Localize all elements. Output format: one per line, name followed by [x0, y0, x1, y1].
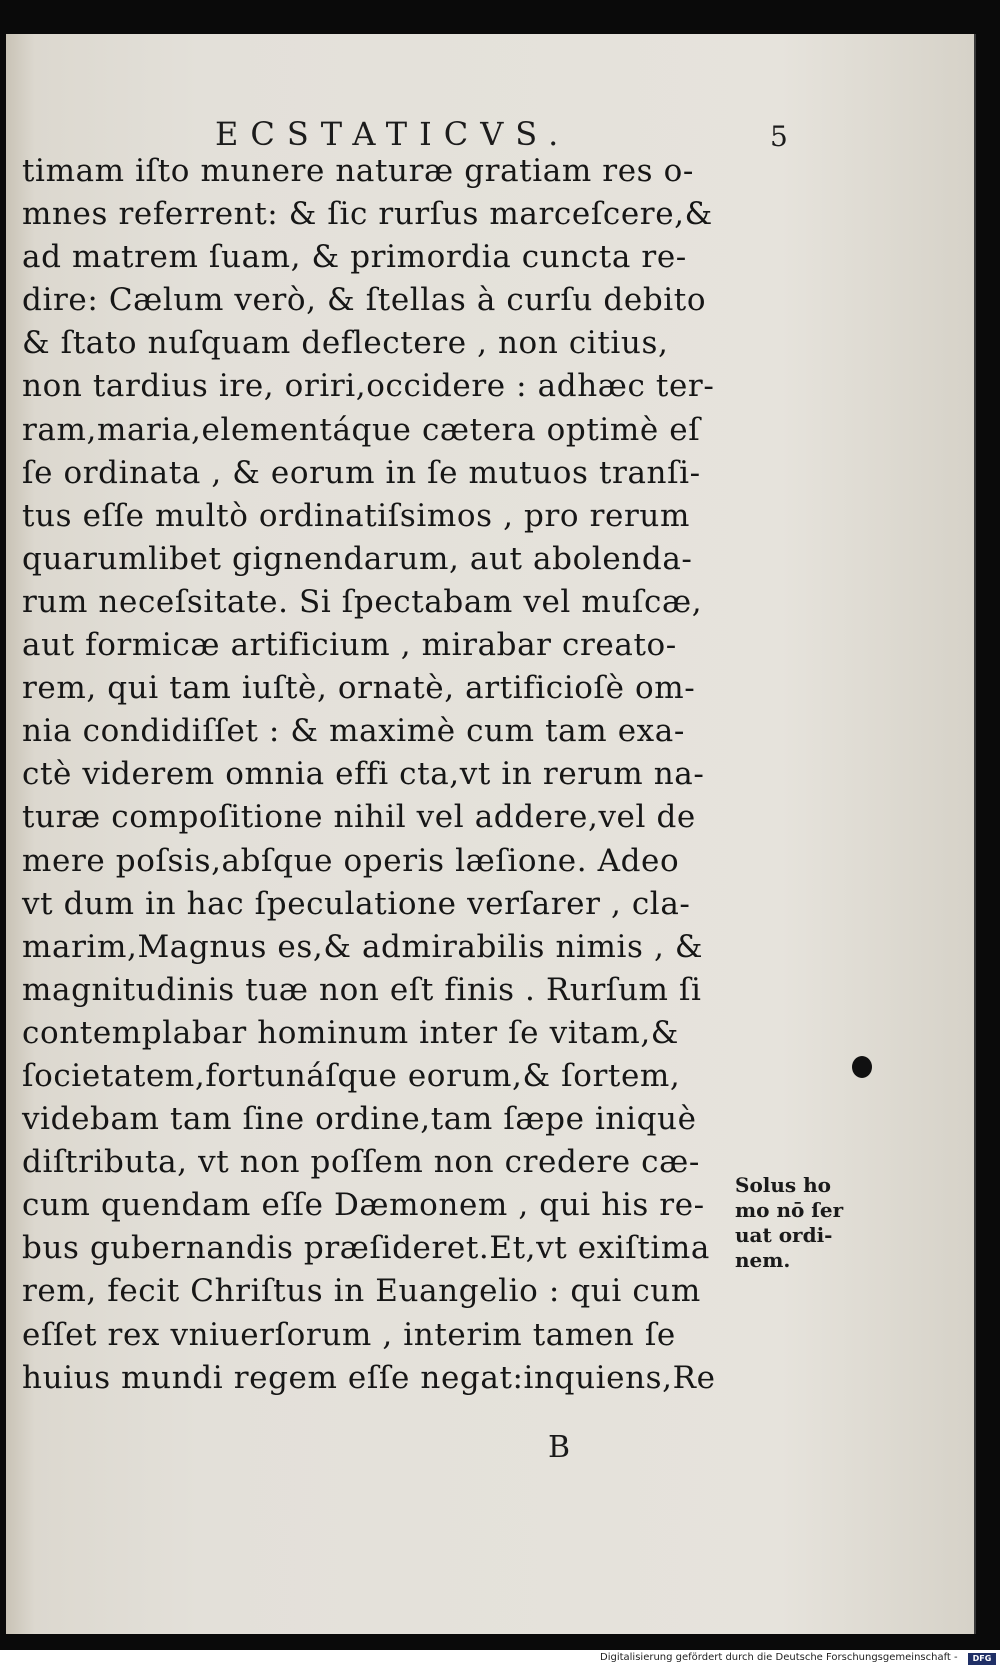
text-line: non tardius ire, oriri,occidere : adhæc ter- — [22, 368, 715, 405]
text-line: rum neceſsitate. Si ſpectabam vel muſcæ, — [22, 583, 703, 620]
text-line: timam iſto munere naturæ gratiam res o- — [22, 153, 694, 189]
text-line: dire: Cælum verò, & ſtellas à curſu debito — [22, 282, 707, 319]
running-head: ECSTATICVS. — [215, 115, 571, 153]
text-line: rem, fecit Chriſtus in Euangelio : qui cum — [22, 1273, 701, 1310]
ink-blot — [852, 1056, 872, 1078]
marginal-note-line: uat ordi- — [735, 1223, 833, 1247]
text-line: & ſtato nuſquam deflectere , non citius, — [22, 325, 669, 362]
text-line: ad matrem ſuam, & primordia cuncta re- — [22, 239, 687, 276]
text-line: eſſet rex vniuerſorum , interim tamen ſe — [22, 1316, 676, 1353]
dfg-logo-icon: DFG — [968, 1653, 996, 1665]
text-line: vt dum in hac ſpeculatione verſarer , cla- — [22, 885, 691, 922]
text-line: tus eſſe multò ordinatiſsimos , pro rerum — [22, 497, 690, 534]
text-line: videbam tam ſine ordine,tam ſæpe iniquè — [22, 1101, 697, 1138]
text-line: marim,Magnus es,& admirabilis nimis , & — [22, 928, 704, 965]
text-line: mnes referrent: & ſic rurſus marceſcere,& — [22, 196, 713, 233]
text-line: ram,maria,elementáque cætera optimè eſ — [22, 411, 701, 448]
text-line: contemplabar hominum inter ſe vitam,& — [22, 1014, 679, 1051]
text-line: rem, qui tam iuſtè, ornatè, artificioſè om- — [22, 670, 696, 707]
text-line: mere poſsis,abſque operis læſione. Adeo — [22, 842, 680, 879]
text-line: aut formicæ artificium , mirabar creato- — [22, 627, 677, 664]
text-line: turæ compoſitione nihil vel addere,vel de — [22, 799, 696, 836]
marginal-note-line: nem. — [735, 1248, 791, 1272]
text-line: diſtributa, vt non poſſem non credere cæ- — [22, 1144, 700, 1181]
body-text — [22, 150, 762, 1400]
text-line: quarumlibet gignendarum, aut abolenda- — [22, 540, 693, 577]
text-line: cum quendam eſſe Dæmonem , qui his re- — [22, 1187, 705, 1224]
text-line: ſe ordinata , & eorum in ſe mutuos tranſi- — [22, 454, 701, 491]
text-line: ſocietatem,fortunáſque eorum,& ſortem, — [22, 1057, 681, 1094]
marginal-note-line: Solus ho — [735, 1173, 832, 1197]
text-line: nia condidiſſet : & maximè cum tam exa- — [22, 713, 685, 750]
text-line: huius mundi regem eſſe negat:inquiens,Re — [22, 1359, 716, 1396]
text-line: magnitudinis tuæ non eſt finis . Rurſum ſi — [22, 971, 702, 1008]
marginal-note — [735, 1173, 875, 1273]
text-line: bus gubernandis præſideret.Et,vt exiſtima — [22, 1230, 711, 1267]
page-number: 5 — [770, 120, 788, 153]
text-line: ctè viderem omnia effi cta,vt in rerum na- — [22, 756, 705, 793]
digitization-credit: Digitalisierung gefördert durch die Deutsche Forschungsgemeinschaft - — [600, 1652, 958, 1663]
marginal-note-line: mo nō ſer — [735, 1198, 844, 1222]
signature-mark: B — [548, 1430, 571, 1465]
